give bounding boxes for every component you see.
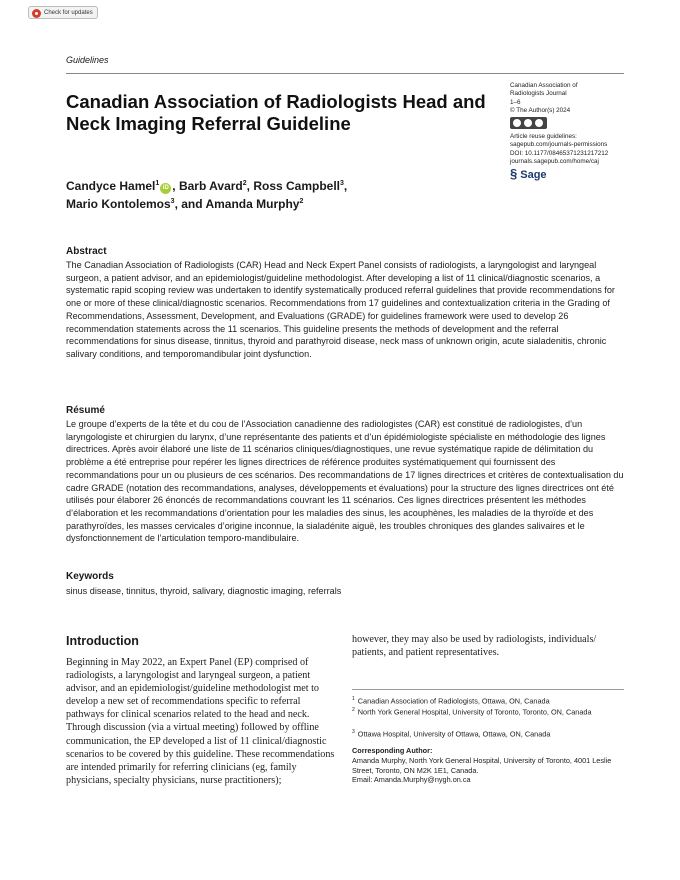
corresponding-author-heading: Corresponding Author: bbox=[352, 746, 433, 755]
journal-info bbox=[510, 82, 630, 179]
abstract-heading: Abstract bbox=[66, 246, 107, 257]
affiliation-footnote: $^3$ Ottawa Hospital, University of Ottawa, Ottawa, ON, Canada bbox=[352, 729, 551, 739]
reuse-guidelines-label: Article reuse guidelines: bbox=[510, 133, 577, 141]
cc-by-nc-icon bbox=[510, 117, 547, 129]
affiliation-footnote: $^1$ Canadian Association of Radiologists, Ottawa, ON, Canada bbox=[352, 696, 550, 706]
author-name: , Ross Campbell bbox=[246, 179, 341, 193]
resume-text: Le groupe d’experts de la tête et du cou de l’Association canadienne des radiologistes (CAR) est constitué de radiologistes, d’un laryngologiste et chirurgien du larynx, d’une représentante des patients et d’un épidémiologiste spécialiste en méthodologie des lignes directrices. Après avoir élaboré une liste de 11 scénarios cliniques/diagnostiques, une revue systématique rapide de délimitation du problème a été entreprise pour repérer les lignes directrices de référence produites systématiquement qui fournissent des recommandations pour un ou plusieurs de ces scénarios. Des recommandations de 17 lignes directrices et critères de contextualisation du cadre GRADE (notation des recommandations, analyses, développements et évaluations) pour la structure des lignes directrices ont été utilisés pour élaborer 26 énoncés de recommandations couvrant les 11 scénarios. Ces lignes directrices présentent les méthodes d’élaboration et les recommandations d’orientation pour les maladies des sinus, les acouphènes, les maladies de la thyroïde et des parathyroïdes, les masses cervicales d’origine inconnue, la sialadénite aiguë, les troubles chroniques des glandes salivaires et le dysfonctionnement de l’articulation temporo-mandibulaire. bbox=[66, 419, 624, 544]
keywords-text: sinus disease, tinnitus, thyroid, salivary, diagnostic imaging, referrals bbox=[66, 586, 342, 596]
orcid-icon[interactable]: iD bbox=[160, 183, 171, 194]
journal-copyright: © The Author(s) 2024 bbox=[510, 107, 571, 115]
check-for-updates-label: Check for updates bbox=[44, 10, 93, 16]
resume-heading: Résumé bbox=[66, 405, 105, 416]
journal-name-line1: Canadian Association of bbox=[510, 82, 578, 89]
affiliation-footnote: $^2$ North York General Hospital, University of Toronto, Toronto, ON, Canada bbox=[352, 707, 592, 717]
abstract-text: The Canadian Association of Radiologists (CAR) Head and Neck Expert Panel consists of radiologists, a laryngologist and laryngeal surgeon, a patient advisor, and an epidemiologist/guideline methodologist. After developing a list of 11 clinical/diagnostic scenarios, a systematic rapid scoping review was undertaken to identify systematically produced referral guidelines that provide recommendations for one or more of these clinical/diagnostic scenarios. Recommendations from 17 guidelines and contextualization criteria in the Grading of Recommendations, Assessment, Development, and Evaluations (GRADE) for guidelines framework were used to develop 26 recommendation statements across the 11 scenarios. This guideline presents the methods of development and the referral recommendations for sinus disease, tinnitus, thyroid and parathyroid disease, neck mass of unknown origin, acute sialadenitis, chronic salivary conditions, and temporomandibular joint dysfunction. bbox=[66, 260, 615, 359]
header-divider bbox=[66, 73, 624, 74]
introduction-heading: Introduction bbox=[66, 634, 139, 648]
sage-logo-icon: § bbox=[510, 165, 518, 181]
introduction-body-right: however, they may also be used by radiologists, individuals/ patients, and patient representatives. bbox=[352, 634, 597, 659]
journal-url[interactable]: journals.sagepub.com/home/caj bbox=[510, 158, 599, 166]
footnote-divider bbox=[352, 689, 624, 690]
author-name: , and Amanda Murphy bbox=[174, 197, 300, 211]
corresponding-author-email[interactable]: Email: Amanda.Murphy@nygh.on.ca bbox=[352, 775, 471, 785]
article-title: Canadian Association of Radiologists Head and Neck Imaging Referral Guideline bbox=[66, 91, 486, 134]
author-name: Mario Kontolemos bbox=[66, 197, 171, 211]
introduction-body-left: Beginning in May 2022, an Expert Panel (EP) comprised of radiologists, a laryngologist and laryngeal surgeon, a patient advisor, and an epidemiologist/guideline methodologist met to develop a new set of recommendations specific to referral pathways for clinical scenarios related to the head and neck. Through discussion (via a virtual meeting) followed by offline communication, the EP developed a list of 11 clinical/diagnostic scenarios to be covered by this guideline. These recommendations are intended primarily for referring clinicians (eg, family physicians, specialty physicians, nurse practitioners); bbox=[66, 657, 335, 786]
check-updates-icon bbox=[32, 9, 41, 18]
journal-pages: 1–6 bbox=[510, 98, 521, 106]
journal-name-line2: Radiologists Journal bbox=[510, 90, 567, 98]
author-name: , Barb Avard bbox=[172, 179, 243, 193]
author-list: Candyce Hamel$^1$iD , Barb Avard$^2$, Ross Campbell$^3$, Mario Kontolemos$^3$, and Amanda Murphy$^2$ bbox=[66, 179, 348, 211]
section-label: Guidelines bbox=[66, 55, 109, 65]
doi[interactable]: DOI: 10.1177/08465371231217212 bbox=[510, 149, 609, 157]
corresponding-author-address: Amanda Murphy, North York General Hospital, University of Toronto, 4001 Leslie Street, Toronto, ON M2K 1E1, Canada. bbox=[352, 755, 612, 775]
corresponding-author bbox=[352, 746, 624, 785]
reuse-guidelines-link[interactable]: sagepub.com/journals-permissions bbox=[510, 141, 608, 149]
check-for-updates-button[interactable] bbox=[28, 6, 98, 19]
keywords-heading: Keywords bbox=[66, 571, 114, 582]
author-name: Candyce Hamel bbox=[66, 179, 156, 193]
publisher-logo: § Sage bbox=[510, 165, 547, 181]
